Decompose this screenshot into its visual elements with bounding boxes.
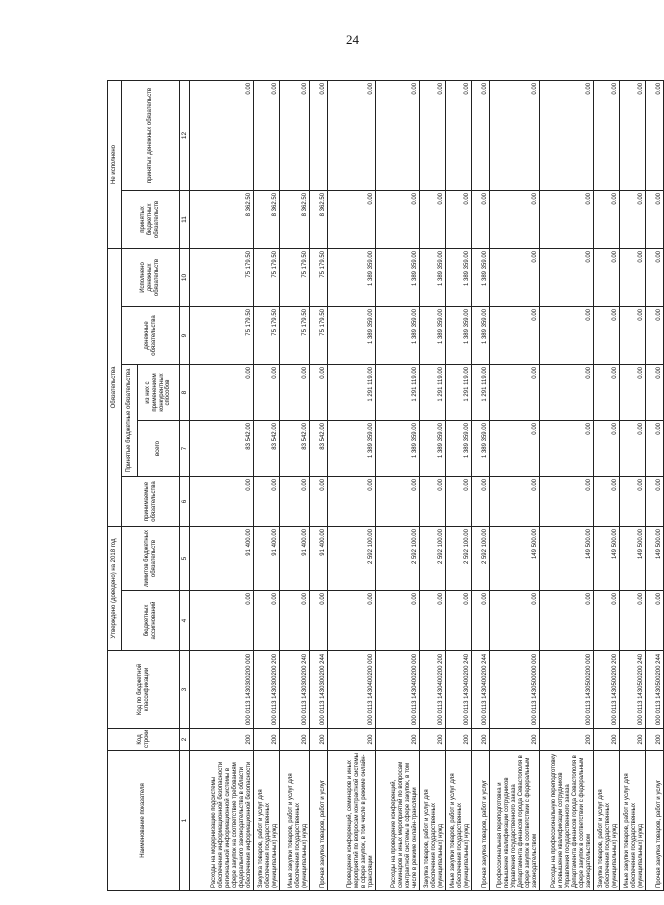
column-number-row — [180, 80, 190, 890]
cell-limits: 91 400.00 — [190, 527, 254, 591]
table-body — [190, 80, 664, 890]
cell-money-obligations: 75 179.50 — [190, 307, 254, 365]
column-number: 2 — [180, 729, 190, 751]
cell-accepted-obligations: 0.00 — [420, 477, 446, 527]
table-row — [254, 80, 280, 890]
cell-indicator-name: Закупка товаров, работ и услуг для обеспечения государственных (муниципальных) нужд — [594, 751, 620, 891]
cell-accepted-total: 83 542.00 — [310, 421, 328, 477]
cell-line-code: 200 — [420, 729, 446, 751]
cell-not-exec-money: 0.00 — [328, 80, 376, 190]
header-budget-allocations: бюджетных ассигнований — [122, 591, 180, 651]
cell-accepted-total: 0.00 — [594, 421, 620, 477]
cell-accepted-obligations: 0.00 — [190, 477, 254, 527]
column-number: 6 — [180, 477, 190, 527]
table-row — [376, 80, 420, 890]
cell-executed-money: 1 389 359.00 — [446, 248, 472, 306]
cell-budget-allocations: 0.00 — [280, 591, 310, 651]
cell-not-exec-money: 0.00 — [446, 80, 472, 190]
column-number: 3 — [180, 651, 190, 729]
cell-executed-money: 0.00 — [594, 248, 620, 306]
cell-not-exec-money: 0.00 — [376, 80, 420, 190]
cell-accepted-total: 1 389 359.00 — [472, 421, 490, 477]
cell-line-code: 200 — [280, 729, 310, 751]
cell-limits: 2 592 100.00 — [446, 527, 472, 591]
header-money-obligations: денежные обязательства — [122, 307, 180, 365]
cell-money-obligations: 0.00 — [540, 307, 594, 365]
cell-budget-allocations: 0.00 — [376, 591, 420, 651]
cell-budget-allocations: 0.00 — [420, 591, 446, 651]
cell-limits: 2 592 100.00 — [328, 527, 376, 591]
cell-line-code: 200 — [472, 729, 490, 751]
cell-classification-code: 000 0113 1430400200 244 — [472, 651, 490, 729]
cell-line-code: 200 — [594, 729, 620, 751]
cell-not-exec-budget: 0.00 — [420, 190, 446, 248]
column-number: 8 — [180, 365, 190, 421]
cell-not-exec-budget: 0.00 — [490, 190, 540, 248]
cell-accepted-obligations: 0.00 — [594, 477, 620, 527]
cell-classification-code: 000 0113 1430300200 000 — [190, 651, 254, 729]
cell-not-exec-budget: 0.00 — [646, 190, 664, 248]
header-row-1 — [108, 80, 122, 890]
cell-line-code: 200 — [310, 729, 328, 751]
cell-classification-code: 000 0113 1430500200 000 — [540, 651, 594, 729]
header-obligations-group: Обязательства — [108, 248, 122, 526]
cell-not-exec-budget: 0.00 — [328, 190, 376, 248]
cell-budget-allocations: 0.00 — [490, 591, 540, 651]
header-code-classification: Код по бюджетной классификации — [108, 651, 180, 729]
header-code-line: Код строки — [108, 729, 180, 751]
cell-limits: 91 400.00 — [254, 527, 280, 591]
column-number: 9 — [180, 307, 190, 365]
cell-limits: 149 500.00 — [540, 527, 594, 591]
cell-indicator-name: Расходы на модернизацию подсистемы обеспечения информационной безопасности региональной информационной системы в сфере закупок на соответствие требованиям федерального законодательства в области обеспечения информационной безопасности — [190, 751, 254, 891]
cell-accepted-obligations: 0.00 — [376, 477, 420, 527]
cell-indicator-name: Прочая закупка товаров, работ и услуг — [310, 751, 328, 891]
cell-classification-code: 000 0113 1430400200 000 — [376, 651, 420, 729]
cell-classification-code: 000 0113 1430500200 240 — [620, 651, 646, 729]
cell-classification-code: 000 0113 1430400200 000 — [328, 651, 376, 729]
cell-not-exec-budget: 8 362.50 — [190, 190, 254, 248]
cell-not-exec-money: 0.00 — [254, 80, 280, 190]
cell-not-exec-money: 0.00 — [620, 80, 646, 190]
cell-accepted-total: 1 389 359.00 — [376, 421, 420, 477]
cell-accepted-obligations: 0.00 — [254, 477, 280, 527]
page-number: 24 — [346, 32, 359, 47]
cell-classification-code: 000 0113 1430300200 240 — [280, 651, 310, 729]
cell-budget-allocations: 0.00 — [594, 591, 620, 651]
cell-budget-allocations: 0.00 — [620, 591, 646, 651]
cell-money-obligations: 1 389 359.00 — [328, 307, 376, 365]
cell-executed-money: 0.00 — [490, 248, 540, 306]
cell-not-exec-money: 0.00 — [472, 80, 490, 190]
cell-executed-money: 1 389 359.00 — [376, 248, 420, 306]
cell-not-exec-money: 0.00 — [490, 80, 540, 190]
cell-accepted-obligations: 0.00 — [490, 477, 540, 527]
cell-executed-money: 75 179.50 — [190, 248, 254, 306]
cell-limits: 2 592 100.00 — [472, 527, 490, 591]
cell-not-exec-money: 0.00 — [420, 80, 446, 190]
cell-limits: 2 592 100.00 — [376, 527, 420, 591]
cell-line-code: 200 — [328, 729, 376, 751]
cell-limits: 149 500.00 — [646, 527, 664, 591]
cell-executed-money: 0.00 — [540, 248, 594, 306]
cell-executed-money: 0.00 — [620, 248, 646, 306]
cell-executed-money: 1 389 359.00 — [328, 248, 376, 306]
cell-classification-code: 000 0113 1430500200 200 — [594, 651, 620, 729]
header-competitive: из них с применением конкурентных способов — [138, 365, 180, 421]
table-row — [540, 80, 594, 890]
cell-indicator-name: Иные закупки товаров, работ и услуг для обеспечения государственных (муниципальных) нужд — [620, 751, 646, 891]
cell-accepted-obligations: 0.00 — [472, 477, 490, 527]
cell-limits: 91 400.00 — [280, 527, 310, 591]
cell-not-exec-budget: 0.00 — [446, 190, 472, 248]
cell-accepted-competitive: 1 291 119.00 — [472, 365, 490, 421]
cell-accepted-obligations: 0.00 — [280, 477, 310, 527]
budget-execution-table — [107, 80, 664, 891]
cell-classification-code: 000 0113 1430500200 244 — [646, 651, 664, 729]
cell-not-exec-money: 0.00 — [540, 80, 594, 190]
cell-money-obligations: 1 389 359.00 — [472, 307, 490, 365]
cell-accepted-competitive: 1 291 119.00 — [376, 365, 420, 421]
cell-not-exec-budget: 0.00 — [620, 190, 646, 248]
cell-limits: 91 400.00 — [310, 527, 328, 591]
cell-money-obligations: 0.00 — [490, 307, 540, 365]
cell-line-code: 200 — [254, 729, 280, 751]
header-not-exec-budget: принятых бюджетных обязательств — [122, 190, 180, 248]
cell-accepted-total: 83 542.00 — [280, 421, 310, 477]
cell-accepted-competitive: 0.00 — [280, 365, 310, 421]
cell-not-exec-budget: 8 362.50 — [254, 190, 280, 248]
cell-accepted-total: 83 542.00 — [254, 421, 280, 477]
cell-classification-code: 000 0113 1430400200 200 — [420, 651, 446, 729]
cell-not-exec-budget: 0.00 — [540, 190, 594, 248]
cell-accepted-competitive: 0.00 — [490, 365, 540, 421]
cell-line-code: 200 — [646, 729, 664, 751]
cell-line-code: 200 — [446, 729, 472, 751]
cell-executed-money: 1 389 359.00 — [472, 248, 490, 306]
cell-indicator-name: Профессиональная переподготовка и повышение квалификации сотрудников Управления государственного заказа Департамента финансов города Севастополя в сфере закупок в соответствии с федеральным законодательством — [490, 751, 540, 891]
table-row — [472, 80, 490, 890]
header-accepted-budget-group: Принятые бюджетные обязательства — [122, 365, 138, 477]
cell-money-obligations: 0.00 — [646, 307, 664, 365]
header-total: всего — [138, 421, 180, 477]
cell-indicator-name: Проведение конференций, семинаров и иных мероприятий по вопросам контрактной системы в сфере закупок, в том числе в режиме онлайн-трансляции — [328, 751, 376, 891]
cell-accepted-obligations: 0.00 — [310, 477, 328, 527]
cell-accepted-total: 0.00 — [620, 421, 646, 477]
cell-line-code: 200 — [540, 729, 594, 751]
cell-not-exec-budget: 0.00 — [472, 190, 490, 248]
table-row — [310, 80, 328, 890]
table-row — [420, 80, 446, 890]
cell-not-exec-money: 0.00 — [646, 80, 664, 190]
cell-money-obligations: 1 389 359.00 — [420, 307, 446, 365]
cell-indicator-name: Расходы на профессиональную переподготовку и повышение квалификации сотрудников Управления государственного заказа Департамента финансов города Севастополя в сфере закупок в соответствии с федеральным законодательством — [540, 751, 594, 891]
header-not-exec-money: принятых денежных обязательств — [122, 80, 180, 190]
table-row — [280, 80, 310, 890]
cell-budget-allocations: 0.00 — [254, 591, 280, 651]
cell-budget-allocations: 0.00 — [190, 591, 254, 651]
cell-not-exec-money: 0.00 — [190, 80, 254, 190]
cell-executed-money: 75 179.50 — [280, 248, 310, 306]
table-row — [446, 80, 472, 890]
cell-executed-money: 75 179.50 — [310, 248, 328, 306]
cell-classification-code: 000 0113 1430300200 244 — [310, 651, 328, 729]
cell-accepted-total: 1 389 359.00 — [328, 421, 376, 477]
header-name: Наименование показателя — [108, 751, 180, 891]
cell-budget-allocations: 0.00 — [472, 591, 490, 651]
column-number: 11 — [180, 190, 190, 248]
column-number: 10 — [180, 248, 190, 306]
table-row — [646, 80, 664, 890]
cell-money-obligations: 1 389 359.00 — [376, 307, 420, 365]
cell-limits: 149 500.00 — [594, 527, 620, 591]
cell-indicator-name: Иные закупки товаров, работ и услуг для обеспечения государственных (муниципальных) нужд — [280, 751, 310, 891]
cell-accepted-competitive: 1 291 119.00 — [420, 365, 446, 421]
cell-not-exec-budget: 8 362.50 — [280, 190, 310, 248]
cell-budget-allocations: 0.00 — [310, 591, 328, 651]
cell-money-obligations: 75 179.50 — [280, 307, 310, 365]
cell-indicator-name: Иные закупки товаров, работ и услуг для обеспечения государственных (муниципальных) нужд — [446, 751, 472, 891]
cell-executed-money: 1 389 359.00 — [420, 248, 446, 306]
header-limits: лимитов бюджетных обязательств — [122, 527, 180, 591]
cell-accepted-obligations: 0.00 — [328, 477, 376, 527]
cell-accepted-competitive: 0.00 — [310, 365, 328, 421]
table-row — [620, 80, 646, 890]
cell-accepted-total: 0.00 — [490, 421, 540, 477]
cell-line-code: 200 — [490, 729, 540, 751]
cell-budget-allocations: 0.00 — [540, 591, 594, 651]
cell-indicator-name: Прочая закупка товаров, работ и услуг — [472, 751, 490, 891]
cell-accepted-obligations: 0.00 — [540, 477, 594, 527]
cell-classification-code: 000 0113 1430500000 000 — [490, 651, 540, 729]
cell-money-obligations: 1 389 359.00 — [446, 307, 472, 365]
cell-limits: 149 500.00 — [620, 527, 646, 591]
header-approved-group: Утверждено (доведено) на 2018 год — [108, 527, 122, 651]
cell-limits: 2 592 100.00 — [420, 527, 446, 591]
column-number: 7 — [180, 421, 190, 477]
cell-accepted-competitive: 0.00 — [254, 365, 280, 421]
cell-accepted-total: 0.00 — [540, 421, 594, 477]
table-row — [190, 80, 254, 890]
cell-line-code: 200 — [376, 729, 420, 751]
cell-accepted-total: 83 542.00 — [190, 421, 254, 477]
cell-executed-money: 0.00 — [646, 248, 664, 306]
cell-accepted-obligations: 0.00 — [646, 477, 664, 527]
cell-money-obligations: 0.00 — [594, 307, 620, 365]
cell-indicator-name: Закупка товаров, работ и услуг для обеспечения государственных (муниципальных) нужд — [254, 751, 280, 891]
cell-accepted-competitive: 0.00 — [646, 365, 664, 421]
column-number: 1 — [180, 751, 190, 891]
cell-limits: 149 500.00 — [490, 527, 540, 591]
cell-accepted-obligations: 0.00 — [620, 477, 646, 527]
cell-accepted-competitive: 1 291 119.00 — [446, 365, 472, 421]
cell-budget-allocations: 0.00 — [446, 591, 472, 651]
cell-budget-allocations: 0.00 — [646, 591, 664, 651]
cell-not-exec-budget: 0.00 — [594, 190, 620, 248]
cell-budget-allocations: 0.00 — [328, 591, 376, 651]
column-number: 12 — [180, 80, 190, 190]
cell-accepted-competitive: 0.00 — [540, 365, 594, 421]
cell-money-obligations: 75 179.50 — [310, 307, 328, 365]
cell-indicator-name: Прочая закупка товаров, работ и услуг — [646, 751, 664, 891]
column-number: 4 — [180, 591, 190, 651]
header-not-executed-group: Не исполнено — [108, 80, 122, 248]
header-executed-money: Исполнено денежных обязательств — [122, 248, 180, 306]
cell-not-exec-budget: 8 362.50 — [310, 190, 328, 248]
header-accepted-obligations: принимаемые обязательства — [122, 477, 180, 527]
cell-accepted-total: 1 389 359.00 — [420, 421, 446, 477]
cell-not-exec-money: 0.00 — [280, 80, 310, 190]
cell-accepted-obligations: 0.00 — [446, 477, 472, 527]
cell-accepted-competitive: 0.00 — [190, 365, 254, 421]
cell-accepted-competitive: 0.00 — [594, 365, 620, 421]
cell-accepted-competitive: 0.00 — [620, 365, 646, 421]
table-row — [594, 80, 620, 890]
cell-money-obligations: 75 179.50 — [254, 307, 280, 365]
cell-not-exec-budget: 0.00 — [376, 190, 420, 248]
column-number: 5 — [180, 527, 190, 591]
cell-classification-code: 000 0113 1430400200 240 — [446, 651, 472, 729]
table-row — [490, 80, 540, 890]
cell-indicator-name: Расходы на проведение конференций, семинаров и иных мероприятий по вопросам контрактной системы в сфере закупок, в том числе в режиме онлайн-трансляции — [376, 751, 420, 891]
cell-not-exec-money: 0.00 — [310, 80, 328, 190]
cell-not-exec-money: 0.00 — [594, 80, 620, 190]
cell-line-code: 200 — [190, 729, 254, 751]
cell-executed-money: 75 179.50 — [254, 248, 280, 306]
cell-line-code: 200 — [620, 729, 646, 751]
cell-money-obligations: 0.00 — [620, 307, 646, 365]
cell-indicator-name: Закупка товаров, работ и услуг для обеспечения государственных (муниципальных) нужд — [420, 751, 446, 891]
cell-accepted-total: 0.00 — [646, 421, 664, 477]
table-row — [328, 80, 376, 890]
rotated-table-frame — [107, 81, 662, 891]
cell-classification-code: 000 0113 1430300200 200 — [254, 651, 280, 729]
cell-accepted-competitive: 1 291 119.00 — [328, 365, 376, 421]
cell-accepted-total: 1 389 359.00 — [446, 421, 472, 477]
